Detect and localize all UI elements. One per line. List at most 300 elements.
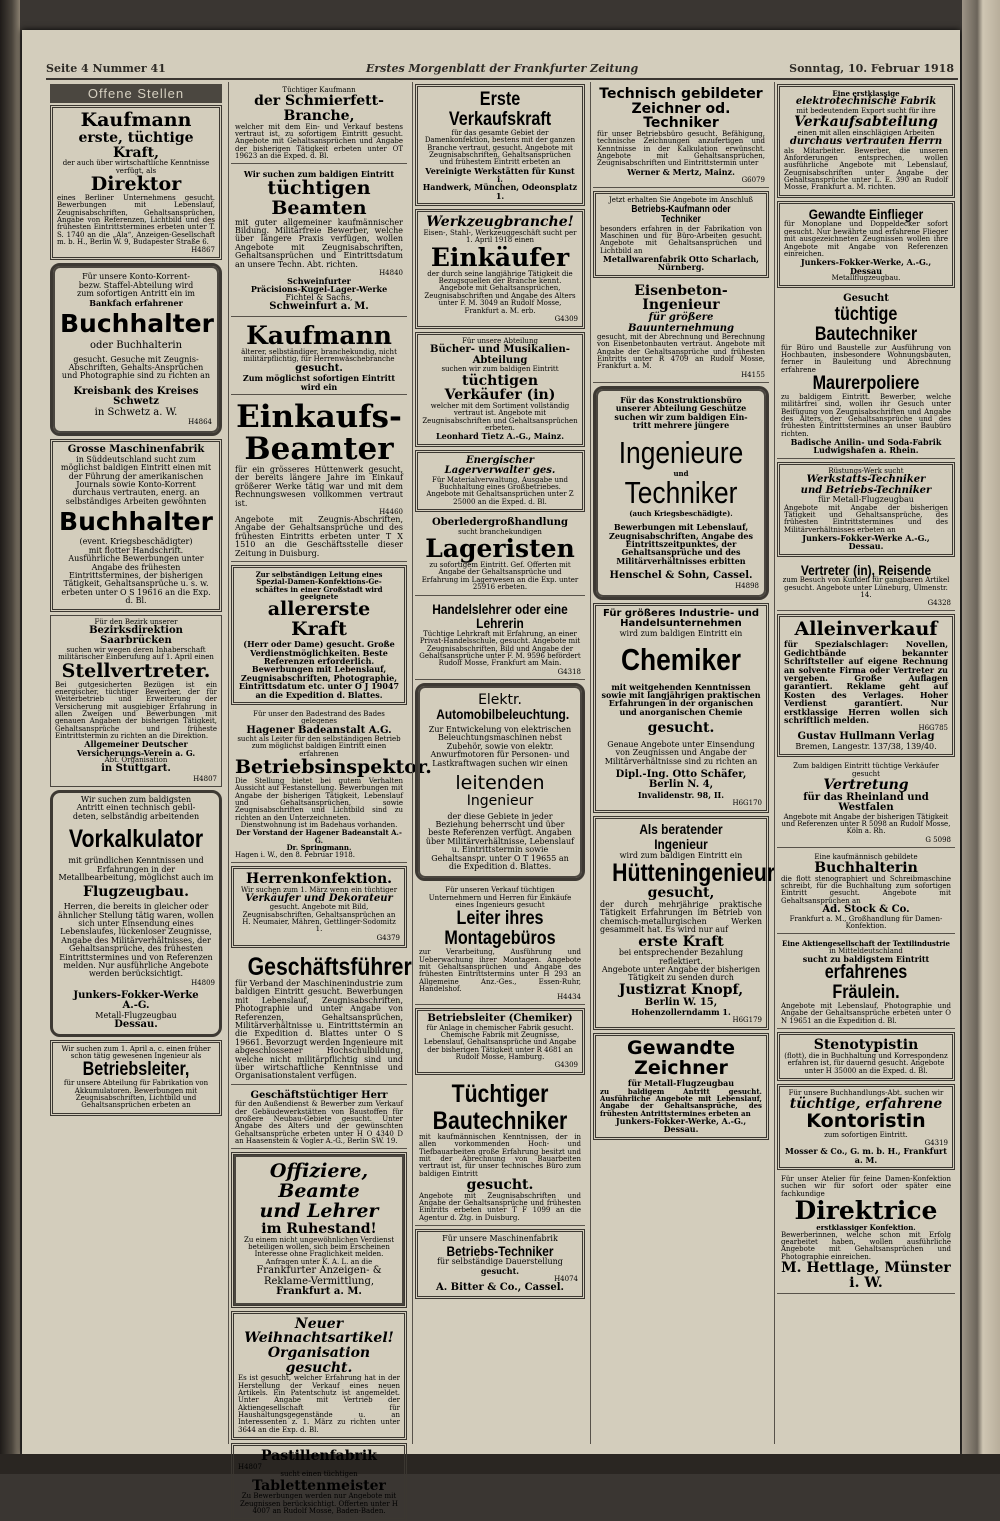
- page-date: Sonntag, 10. Februar 1918: [789, 62, 954, 75]
- ad-headline: Geschäftsführer: [247, 952, 412, 981]
- ad-text: Für unsere Abteilung: [462, 336, 538, 345]
- ad-headline: Vorkalkulator: [68, 825, 204, 854]
- ad-subhead: durchaus vertrauten Herrn: [789, 136, 943, 148]
- ad-headline: Kaufmann: [246, 320, 392, 350]
- ad-text: deten, selbständig arbeitenden: [72, 811, 200, 821]
- ad-body: bei entsprechender Bezahlung reflektiert.: [618, 948, 744, 966]
- ad-code: H4840: [379, 269, 403, 278]
- ad-firm: Vereinigte Werkstätten für Kunst i.: [425, 165, 575, 184]
- ad-subhead: (event. Kriegsbeschädigter): [79, 537, 193, 547]
- ad-firm: Justizrat Knopf,: [618, 981, 744, 998]
- ad-text: suchen wir zum baldigen Eintritt: [441, 365, 559, 374]
- ad-chemiker: [593, 603, 769, 814]
- scan-bottom-border: [0, 1454, 1000, 1474]
- ad-headline: Geschäftstüchtiger Herr: [250, 1089, 388, 1101]
- ad-buchhalterin: [777, 851, 955, 935]
- ad-tuechtigen-beamten: [231, 167, 407, 316]
- ad-code: G4319: [924, 1139, 948, 1148]
- ad-subhead: (auch Kriegsbeschädigte).: [629, 508, 733, 518]
- ad-firm: Dr. Springmann.: [286, 843, 352, 853]
- ad-offiziere-beamte-lehrer: [231, 1152, 407, 1307]
- ad-headline: tüchtige Bautechniker: [814, 303, 918, 345]
- ad-code: G 5098: [925, 835, 951, 844]
- ad-subhead: gesucht.: [466, 1177, 534, 1194]
- ad-firm: Werner & Mertz, Mainz.: [627, 166, 735, 177]
- ad-code: H4864: [188, 418, 212, 427]
- ad-code: G4309: [554, 1061, 578, 1070]
- ad-headline: Betriebs-Techniker: [446, 1242, 554, 1259]
- ad-body: Angebote mit Angabe der bisherigen Tätigkeit und Referenzen unter R 5098 an Rudolf Mosse, Köln a. Rh.: [781, 812, 951, 836]
- ad-headline: Pastillenfabrik: [261, 1448, 377, 1465]
- ad-city: Invalidenstr. 98, II.: [637, 789, 725, 800]
- ad-text: Wir suchen zum 1. März wenn ein tüchtiger: [240, 885, 398, 894]
- ad-headline: Einkaufs-: [236, 398, 402, 435]
- column-1: [48, 82, 224, 1444]
- ad-firm: Reklame-Vermittlung,: [263, 1275, 375, 1287]
- ad-kaufmann-direktor: [50, 105, 222, 260]
- ad-firm: Junkers-Fokker-Werke, A.-G., Dessau.: [615, 1116, 747, 1135]
- ad-firm: Gustav Hullmann Verlag: [797, 731, 935, 743]
- ad-headline: Betriebsinspektor.: [235, 756, 432, 779]
- ad-elektrotechnische-fabrik: [777, 84, 955, 198]
- ad-text: sucht einen tüchtigen: [280, 1470, 358, 1479]
- ad-text: Oberledergroßhandlung: [432, 517, 568, 529]
- ad-headline: Eisenbeton-Ingenieur: [634, 282, 728, 314]
- ad-text: Zur selbständigen Leitung eines: [255, 569, 383, 579]
- ad-headline: Buchhalter: [60, 308, 214, 338]
- ad-subhead: gesucht.: [480, 1265, 520, 1276]
- ad-text: unserer Abteilung Geschütze: [615, 403, 747, 414]
- ad-text: Für das Konstruktionsbüro: [620, 394, 742, 405]
- ad-body: der durch seine langjährige Tätigkeit die Bezugsquellen der Branche kennt. Angebote mit Gehaltsansprüchen, Zeugnisabschriften und Angabe des Alters unter F. M. 3049 an Rudolf Mosse, Frankfurt a. M. erb.: [424, 269, 576, 315]
- ad-headline: Bautechniker: [432, 1106, 568, 1135]
- ad-subhead: erstklassiger Konfektion.: [816, 1223, 916, 1233]
- ad-body: Angebote mit Zeugnisabschriften und Angabe der Gehaltsansprüche und frühesten Eintritts erbeten unter T F 1099 an die Agentur d. Ztg. in Duisburg.: [419, 1191, 581, 1222]
- ad-body: zur Verarbeitung, Ausführung und Ueberwachung ihrer Montagen. Angebote mit Gehaltsansprüchen und Angabe des frühesten Eintrittstermins unter H 293 an Allgemeine Anz.-Ges., Essen-Ruhr, Handelshof.: [419, 948, 581, 993]
- ad-text: der auch über wirtschaftliche Kenntnisse verfügt, als: [62, 159, 210, 175]
- column-4: [590, 82, 776, 1444]
- ad-headline: Elektr.: [478, 691, 522, 708]
- ad-subhead: Gesucht: [843, 293, 889, 305]
- ad-body: besonders erfahren in der Fabrikation von Maschinen und für Büro-Arbeiten gesucht. Angebote mit Gehaltsansprüchen und Lichtbild an: [600, 224, 762, 255]
- newspaper-title: Erstes Morgenblatt der Frankfurter Zeitung: [366, 62, 639, 75]
- ad-betriebs-kaufmann: [593, 191, 769, 278]
- ad-gewandte-einflieger: [777, 201, 955, 289]
- ad-body: für unser Betriebsbüro gesucht. Befähigung, technische Zeichnungen anzufertigen und Kenntnisse in der Kalkulation erwünscht. Angebote mit Gehaltsansprüchen, Zeugnisabschriften und Eintrittstermin unter: [597, 130, 765, 168]
- ad-betriebsinspektor: [231, 708, 432, 863]
- ad-betriebsleiter-chemiker: [415, 1008, 585, 1075]
- ad-body: Zu Bewerbungen werden nur Angebote mit Zeugnissen berücksichtigt. Offerten unter H 4007 an Rudolf Mosse, Baden-Baden.: [239, 1492, 399, 1515]
- ad-code: H4434: [557, 993, 581, 1002]
- ad-headline: erfahrenes Fräulein.: [824, 962, 908, 1004]
- ad-subhead: gesucht,: [647, 885, 715, 902]
- ad-erste-verkaufskraft: [415, 84, 585, 206]
- ad-body: Für unser Atelier für feine Damen-Konfektion suchen wir für sofort oder später eine fachkundige: [781, 1174, 951, 1198]
- ad-text: Für unsere Buchhandlungs-Abt. suchen wir: [788, 1088, 944, 1097]
- ad-werkzeugbranche: [415, 209, 585, 329]
- ad-huetteningenieur: [593, 816, 776, 1030]
- ad-firm: Ad. Stock & Co.: [822, 904, 910, 915]
- ad-text: suchen wir wegen deren Inhaberschaft militärischer Einberufung auf 1. April einen: [58, 645, 214, 662]
- ad-text: Zum möglichst sofortigen Eintritt wird ein: [242, 373, 396, 392]
- ad-code: H4807: [238, 1462, 262, 1471]
- ad-text: Spezial-Damen-Konfektions-Ge-: [256, 577, 382, 587]
- ad-text: Anfragen unter K. A. L. an die: [265, 1257, 373, 1266]
- ad-headline: Neuer Weihnachtsartikel!: [244, 1315, 394, 1347]
- ad-body: als Mitarbeiter. Bewerber, die unseren Anforderungen entsprechen, wollen ausführliche Angebote mit Lebenslauf, Zeugnisabschriften unter Angabe der Gehaltsansprüche unter L. E. 390 an Rudolf Mosse, Frankfurt a. M. richten.: [784, 146, 948, 192]
- ad-body: Verdienstmöglichkeiten. Beste Referenzen erforderlich. Bewerbungen mit Lebenslauf, Zeugnisabschriften, Photographie, Eintrittsdatum etc. unter O J 19047 an die Expedition d. Blattes.: [238, 647, 400, 700]
- ad-body: gesucht, mit der Abrechnung und Berechnung von Eisenbetonbauten vertraut. Angebote mit Angabe der Gehaltsansprüche und frühesten Eintritts unter R 4709 an Rudolf Mosse, Frankfurt a. M.: [597, 333, 765, 371]
- ad-headline: Gewandte Einflieger: [808, 205, 924, 222]
- ad-body: welcher mit dem Ein- und Verkauf bestens vertraut ist, zu sofortigem Eintritt gesucht. Angebote mit Gehaltsansprüchen und Angabe der bisherigen Tätigkeit erbeten unter OT 19623 an die Exped. d. Bl.: [235, 122, 403, 161]
- ad-city: Dessau.: [114, 1019, 158, 1031]
- ad-headline: Erste Verkaufskraft: [448, 89, 552, 130]
- ad-headline: Verkaufsabteilung: [794, 114, 938, 131]
- ad-code: H4898: [735, 581, 759, 590]
- ad-subhead: erste, tüchtige Kraft,: [78, 129, 194, 161]
- ad-text: Tüchtiger Kaufmann: [282, 86, 356, 94]
- ad-text: Eine kaufmännisch gebildete: [814, 852, 918, 861]
- ad-code: H4074: [554, 1274, 578, 1283]
- ad-body: Zur Entwickelung von elektrischen Beleuchtungsmaschinen nebst Zubehör, sowie von elektr. Anwurfmotoren für Personen- und Lastkraftwagen suchen wir einen: [428, 724, 572, 768]
- ad-code: H4155: [741, 370, 765, 379]
- ad-firm: Fichtel & Sachs,: [285, 292, 353, 302]
- ad-code: H6G170: [732, 799, 762, 808]
- ad-headline: Handelslehrer oder eine Lehrerin: [432, 600, 568, 632]
- ad-subhead: leitenden: [455, 771, 545, 794]
- ad-body: Angebote mit Angabe der bisherigen Tätigkeit und Gehaltsansprüche, des frühesten Eintrittstermines und des Militärverhältnisses erbeten an: [784, 503, 948, 534]
- ad-body: in Süddeutschland sucht zum möglichst baldigen Eintritt einen mit der Führung der amerikanischen Journals sowie Konto-Korrent durchaus vertrauten, energ. an selbständiges Arbeiten gewöhnten: [60, 454, 212, 506]
- ad-subhead: Einkäufer: [430, 242, 570, 272]
- ad-headline: Werkstatts-Techniker: [806, 474, 926, 486]
- ad-automobilbeleuchtung: [415, 683, 585, 882]
- ad-body: der diese Gebiete in jeder Beziehung beherrscht und über beste Referenzen verfügt. Angaben über Militärverhältnisse, Lebenslauf u. Eintrittstermin sowie Gehaltsanspr. unter O T 19655 an die Expedition d. Blattes.: [425, 811, 575, 871]
- ad-firm: Metall-Flugzeugbau: [95, 1010, 177, 1020]
- ad-text: wird zum baldigen Eintritt ein: [619, 628, 743, 638]
- ad-text: für selbständige Dauerstellung: [437, 1257, 563, 1267]
- ad-headline: Direktor: [90, 173, 182, 195]
- ad-subhead: tüchtige, erfahrene: [789, 1096, 943, 1113]
- ad-firm: Henschel & Sohn, Cassel.: [609, 570, 753, 582]
- ad-alleinverkauf: [777, 614, 955, 757]
- masthead-rule: [46, 78, 958, 80]
- ad-text: Wir suchen zum baldigsten: [80, 794, 192, 804]
- ad-subhead: im Ruhestand!: [261, 1221, 377, 1238]
- ad-text: Für unsere Maschinenfabrik: [442, 1234, 558, 1244]
- ad-headline: Maurerpoliere: [812, 373, 920, 395]
- ad-firm: Hagener Badeanstalt A.G.: [246, 724, 392, 736]
- ad-text: Für den Bezirk unserer: [94, 617, 178, 626]
- ad-subhead: (Herr oder Dame) gesucht. Große: [243, 639, 395, 650]
- ad-headline: Leiter ihres Montagebüros: [444, 908, 556, 950]
- ad-kaufmann-herrenwaesche: [231, 320, 407, 395]
- ad-headline: Buchhalter: [59, 507, 213, 537]
- ad-code: H6G785: [918, 724, 948, 733]
- ad-versicherungsverein: [50, 615, 222, 787]
- ad-text: Handelsunternehmen: [620, 618, 742, 630]
- ad-body: welcher mit dem Sortiment vollständig vertraut ist. Angebote mit Zeugnisabschriften und Gehaltsansprüchen erbeten.: [422, 401, 578, 432]
- ad-headline: Ingenieure: [618, 435, 744, 471]
- ad-body: Bewerberinnen, welche schon mit Erfolg gearbeitet haben, wollen ausführliche Angebote mit Gehaltsansprüchen und Photographie einreichen.: [781, 1230, 951, 1261]
- ad-body: zu sofortigem Eintritt. Gef. Offerten mit Angabe der Gehaltsansprüche und Erfahrung im Lagerwesen an die Exp. unter 25916 erbeten.: [421, 561, 579, 592]
- ad-text: Eisen-, Stahl-, Werkzeuggeschäft sucht per 1. April 1918 einen: [423, 228, 577, 245]
- ad-headline: Direktrice: [794, 1196, 938, 1226]
- ad-body: Bei gutgesicherten Bezügen ist ein energischer, tüchtiger Bewerber, der für Weiterbetrieb und Erweiterung der Versicherung mit ausgiebiger Erfahrung in allen Zweigen und Bewerbungen mit genauen Angaben der bisherigen Tätigkeit, Gehaltsansprüche und früheste Eintrittstermin zu richten an die Direktion.: [55, 680, 217, 740]
- ad-code: G4309: [554, 314, 578, 323]
- ad-subhead: gesucht.: [647, 720, 715, 737]
- ad-body: Für Materialverwaltung, Ausgabe und Buchhaltung eines Großbetriebes. Angebote mit Gehaltsansprüchen unter Z 25000 an die Exped. d. Bl.: [426, 475, 574, 506]
- ad-body: zu baldigem Eintritt. Bewerber, welche militärfrei sind, wollen ihr Gesuch unter Beifügung von Zeugnisabschriften und Angabe des Alters, der Gehaltsansprüche und des frühesten Eintrittstermines an unser Baubüro richten.: [781, 393, 951, 438]
- ad-text: Jetzt erhalten Sie Angebote im Anschluß: [608, 196, 754, 205]
- column-5: [774, 82, 957, 1444]
- ad-firm: Badische Anilin- und Soda-Fabrik: [790, 437, 942, 448]
- ad-text: schäftes in einer Großstadt wird: [255, 584, 383, 594]
- ad-headline: Kontoristin: [806, 1109, 926, 1132]
- ad-lagerverwalter: [415, 450, 585, 512]
- ad-headline: Energischer Lagerverwalter ges.: [444, 454, 556, 477]
- ad-body: Zu einem nicht ungewöhnlichen Verdienst beteiligen wollen, sich beim Erscheinen Interesse ohne Fraglichkeit melden.: [243, 1235, 395, 1259]
- ad-headline: Hütteningenieur: [612, 859, 776, 888]
- ad-headline: Werkzeugbranche!: [426, 214, 574, 231]
- ad-code: H4867: [191, 246, 215, 255]
- ad-body: zu baldigem Antritt gesucht. Ausführliche Angebote mit Lebenslauf, Angabe der Gehaltsansprüche, des frühesten Antrittstermines erbeten an: [600, 1086, 762, 1118]
- ad-geschaeftstuechtiger-herr: [231, 1088, 407, 1150]
- ad-firm: Der Vorstand der Hagener Badeanstalt A.-G.: [236, 828, 402, 845]
- ad-betriebs-techniker-cassel: [415, 1229, 585, 1299]
- ad-body: gesucht. Angebote mit Bild, Zeugnisabschriften, Gehaltsansprüchen an: [242, 903, 396, 919]
- ad-code: H4809: [191, 978, 215, 987]
- ad-firm: Kreisbank des Kreises Schwetz: [73, 385, 199, 408]
- ad-gewandte-zeichner: [593, 1033, 769, 1139]
- ad-city: Frankfurt a. M.: [276, 1286, 362, 1298]
- ad-text: zum sofortigen Eintritt.: [824, 1130, 908, 1139]
- ad-firm: Metallwarenfabrik Otto Scharlach,: [603, 253, 759, 264]
- ad-subhead: Verkäufer und Dekorateur: [245, 892, 393, 904]
- ad-headline: Offiziere, Beamte: [269, 1160, 369, 1203]
- ad-body: mit guter allgemeiner kaufmännischer Bildung. Militärfreie Bewerber, welche über längere Praxis verfügen, wollen Angebote mit Zeugnisabschriften, Gehaltsansprüchen und Eintrittsdatum an unsere Techn. Abt. richten.: [235, 217, 403, 269]
- ad-subhead: tüchtigen Verkäufer (in): [444, 372, 556, 404]
- ad-vertreter-reisende: [777, 560, 955, 612]
- ad-firm: Präcisions-Kugel-Lager-Werke: [250, 284, 388, 295]
- ad-direktrice: [777, 1173, 955, 1294]
- ad-code: G4379: [376, 933, 400, 942]
- ad-buecher-musikalien: [415, 332, 585, 447]
- ad-firm: Schweinfurter: [287, 276, 351, 287]
- ad-headline: Kaufmann: [80, 109, 192, 131]
- ad-body: mit kaufmännischen Kenntnissen, der in allen vorkommenden Hoch- und Tiefbauarbeiten große Erfahrung besitzt und mit der Abrechnung von Bauarbeiten vertraut ist, für unser technisches Büro zum baldigen Eintritt: [419, 1132, 581, 1178]
- ad-firm: Frankfurt a. M., Großhandlung für Damen-Konfektion.: [789, 914, 943, 930]
- ad-betriebsleiter: [50, 1040, 222, 1116]
- ad-headline: Als beratender Ingenieur: [639, 821, 723, 852]
- ad-buchhalter-schwetz: [50, 263, 222, 436]
- ad-subhead: Ingenieur: [466, 792, 534, 809]
- ad-body: (flott), die in Buchhaltung und Korrespondenz erfahren ist, für dauernd gesucht. Angebote unter H 35000 an die Exped. d. Bl.: [784, 1051, 948, 1075]
- ad-text: elektrotechnische Fabrik: [795, 96, 937, 108]
- ad-body: Bewerbungen mit Lebenslauf, Zeugnisabschriften, Angabe des Eintrittszeitpunktes, der Gehaltsansprüche und des Militärverhältnisses erbitten: [609, 522, 753, 566]
- ad-body: der durch mehrjährige praktische Tätigkeit Erfahrungen im Betrieb von chemisch-metallurgischen Werken gesammelt hat. Es wird nur auf: [600, 900, 762, 935]
- ad-city: Nürnberg.: [657, 262, 705, 273]
- ad-body: Angebote mit Lebenslauf, Photographie und Angabe der Gehaltsansprüche erbeten unter O N 19651 an die Expedition d. Bl.: [781, 1002, 951, 1025]
- binding-shadow-left: [0, 0, 20, 1474]
- ad-lageristen: [415, 515, 585, 595]
- column-2: [228, 82, 432, 1515]
- column-3: [412, 82, 587, 1444]
- section-heading: Offene Stellen: [50, 84, 222, 103]
- ad-firm: H. Neumaier, Mähren, Gettlinger-Sodomitz 1.: [242, 918, 396, 934]
- ad-text: in Mitteldeutschland: [829, 946, 903, 955]
- ad-subhead: erste Kraft: [638, 933, 724, 950]
- ad-montagebueros: [415, 884, 585, 1005]
- ad-body: für Spezialschlager: Novellen, Gedichtbände bekannter Schriftsteller auf eigene Rechnung an solvente Firma oder Vertreter zu vergeben. Große Auflagen garantiert. Reklame geht auf Kosten des Verlages. Hoher Verdienst garantiert. Nur erstklassige Herren wollen sich schriftlich melden.: [784, 639, 948, 725]
- ad-firm: A. Bitter & Co., Cassel.: [435, 1281, 565, 1293]
- ad-headline: Bücher- und Musikalien-Abteilung: [430, 344, 570, 366]
- ad-firm: Abt. Organisation: [104, 756, 168, 765]
- ad-text: Grosse Maschinenfabrik: [67, 444, 205, 456]
- ad-firm: M. Hettlage, Münster i. W.: [781, 1259, 951, 1291]
- ad-firm: Allgemeiner Deutscher: [84, 739, 188, 750]
- ad-text: Wir suchen zum 1. April a. c. einen früher: [61, 1044, 211, 1053]
- ad-body: Herren, die bereits in gleicher oder ähnlicher Stellung tätig waren, wollen sich unter Einsendung eines Lebenslaufes, lückenloser Zeugnisse, Angabe des Militärverhältnisses, der Gehaltsansprüche, des frühesten Eintrittstermines und von Referenzen melden. Nur ausführliche Angebote werden berücksichtigt.: [58, 902, 214, 979]
- ad-headline: Buchhalterin: [814, 859, 918, 876]
- ad-text: Antritt einen technisch gebil-: [76, 803, 196, 813]
- ad-henschel-ingenieure: [593, 386, 769, 600]
- ad-body: eines Berliner Unternehmens gesucht. Bewerbungen mit Lebenslauf, Zeugnisabschriften, Gehaltsansprüchen, Angabe von Referenzen, Lichtbild und des frühesten Eintrittstermines erbeten unter T. S. 1740 an die „Ala“, Anzeigen-Gesellschaft m. b. H., Berlin W. 9, Budapester Straße 6.: [57, 193, 215, 246]
- ad-headline: tüchtigen Beamten: [267, 176, 371, 219]
- ad-headline: Vertreter (in), Reisende: [800, 561, 932, 578]
- ad-text: Eine erstklassige: [832, 89, 900, 98]
- ad-headline: Lageristen: [425, 533, 575, 563]
- ad-body: die flott stenographiert und Schreibmaschine schreibt, für die Buchhaltung zum sofortigen Eintritt gesucht. Angebote mit Gehaltsansprüchen an: [781, 874, 951, 905]
- ad-code: H4807: [193, 774, 217, 783]
- ad-headline: Betriebsleiter (Chemiker): [427, 1013, 573, 1025]
- ad-firm: Metallflugzeugbau.: [831, 273, 901, 282]
- ad-text: bezw. Staffel-Abteilung wird: [78, 280, 194, 290]
- ad-city: Berlin N. 4,: [648, 779, 714, 791]
- ad-headline: der Schmierfett-Branche,: [254, 93, 384, 125]
- ad-code: G4318: [557, 667, 581, 676]
- ad-headline: Stenotypistin: [813, 1037, 919, 1054]
- ad-vertretung-rheinland: [777, 760, 955, 847]
- ad-headline: Beamter: [244, 431, 394, 468]
- ad-text: sucht zu baldigstem Eintritt: [802, 953, 930, 964]
- ad-body: Angebote unter Angabe der bisherigen Tätigkeit zu senden durch: [601, 965, 761, 983]
- ad-text: Für unser den Badestrand des Bades gelegenes: [253, 709, 385, 726]
- ad-city: Hohenzollerndamm 1.: [631, 1007, 731, 1018]
- adjacent-page-edge: [962, 0, 1000, 1474]
- ad-firm: Mosser & Co., G. m. b. H., Frankfurt a. M.: [785, 1146, 947, 1165]
- ad-maschinenfabrik-buchhalter: [50, 439, 222, 611]
- ad-text: Für unseren Verkauf tüchtigen Unternehmern und Herren für Einkäufe eines Ingenieurs gesucht: [428, 886, 572, 909]
- ad-subhead: Flugzeugbau.: [83, 884, 189, 901]
- ad-subhead: für Metall-Flugzeugbau: [627, 1078, 735, 1089]
- ad-headline: allererste Kraft: [267, 598, 371, 641]
- ad-headline: Stellvertreter.: [61, 659, 211, 682]
- ad-body: für Büro und Baustelle zur Ausführung von Hochbauten, insbesondere Wohnungsbauten, ferner in Bauleitung und Abrechnung erfahrene: [781, 343, 951, 374]
- ad-geschaeftsfuehrer: [231, 951, 412, 1085]
- ad-eisenbeton-ingenieur: [593, 281, 769, 383]
- ad-einkaufs-beamter: [231, 398, 407, 562]
- ad-city: in Stuttgart.: [101, 763, 171, 775]
- ad-body: Ausführliche Bewerbungen unter Angabe des frühesten Eintrittstermines, der bisherigen Tätigkeit, Gehaltsansprüche u. s. w. erbeten unter O S 19616 an die Exp. d. Bl.: [61, 554, 211, 606]
- ad-body: mit weitgehenden Kenntnissen sowie mit langjährigen praktischen Erfahrungen in der organischen und anorganischen Chemie: [601, 681, 761, 717]
- ad-headline: Betriebs-Kaufmann oder Techniker: [631, 203, 731, 226]
- ad-werkstatts-techniker: [777, 462, 955, 557]
- ad-text: Eine Aktiengesellschaft der Textilindustrie: [781, 939, 951, 949]
- ad-headline: Herrenkonfektion.: [246, 870, 392, 887]
- ad-text: Dienstwohnung ist im Badehaus vorhanden.: [240, 821, 398, 830]
- ad-headline: Gewandte Zeichner: [627, 1037, 735, 1080]
- ad-city: Berlin W. 15,: [644, 996, 718, 1008]
- ad-herrenkonfektion: [231, 866, 407, 948]
- ad-body: für den Außendienst & Bewerber zum Verkauf der Gebäudewerkstätten von Baustoffen für großere Neubau-Gebiete gesucht. Unter Angabe des Alters und der gewünschten Gehaltsansprüche erbeten unter H O 4340 D an Haasenstein & Vogler A.-G., Berlin SW. 19.: [235, 1100, 403, 1145]
- ad-body: zum Besuch von Kunden für gangbaren Artikel gesucht. Angebote unter Lüneburg, Ulmenstr. 14.: [782, 576, 950, 600]
- ad-headline: Technisch gebildeter: [599, 86, 763, 102]
- ad-body: einen mit allen einschlägigen Arbeiten: [797, 128, 935, 137]
- ad-erfahrenes-fraeulein: [777, 937, 955, 1029]
- ad-headline: und Betriebs-Techniker: [800, 484, 932, 496]
- ad-body: für ein grösseres Hüttenwerk gesucht, der bereits längere Jahre im Einkauf größerer Werke tätig war und mit dem Rechnungswesen vollkommen vertraut ist.: [235, 465, 403, 508]
- ad-body: Tüchtige Lehrkraft mit Erfahrung, an einer Privat-Handelsschule, gesucht. Angebote mit Zeugnisabschriften, Bild und Angabe der Gehaltsansprüche unter F. M. 9596 befördert Rudolf Mosse, Frankfurt am Main.: [419, 629, 581, 668]
- ad-body: Es ist gesucht, welcher Erfahrung hat in der Herstellung der Verkauf eines neuen Artikels. Ein Patentschutz ist angemeldet. Unter Angabe mit Vertrieb der Aktiengesellschaft für Haushaltungsgegenstände u. an Interessenten z. 1. März zu richten unter 3644 an die Exp. d. Bl.: [238, 1374, 400, 1434]
- page-masthead: [46, 58, 958, 78]
- ad-subhead: oder Buchhalterin: [89, 340, 183, 352]
- ad-headline: Vertretung: [823, 776, 909, 793]
- ad-subhead: Bezirksdirektion Saarbrücken: [89, 624, 183, 647]
- ad-text: tritt mehrere jüngere: [632, 419, 730, 430]
- ad-city: Hagen i. W., den 8. Februar 1918.: [235, 850, 355, 859]
- ad-firm: Versicherungs-Verein a. G.: [76, 747, 196, 758]
- page-number: Seite 4 Nummer 41: [46, 62, 166, 75]
- ad-body: für Anlage in chemischer Fabrik gesucht. Chemische Fabrik mit Zeugnisse, Lebenslauf, Gehaltsansprüche und Angabe der bisherigen Tätigkeit unter R 4681 an Rudolf Mosse, Hamburg.: [423, 1023, 577, 1062]
- ad-pastillenfabrik: [231, 1443, 407, 1521]
- ad-bautechniker-basf: [777, 291, 955, 459]
- ad-subhead: gesucht.: [295, 362, 343, 374]
- ad-text: mit bedeutendem Export sucht für ihre: [796, 106, 936, 115]
- ad-body: Die Stellung bietet bei gutem Verhalten Aussicht auf Festanstellung. Bewerbungen mit Angabe der bisherigen Tätigkeit, Lebenslauf und Gehaltsansprüchen, sowie Zeugnisabschriften und Lichtbild sind zu richten an den Unterzeichneten.: [235, 777, 403, 822]
- ad-firm: Frankfurter Anzeigen- &: [256, 1265, 382, 1277]
- ad-headline: Automobilbeleuchtung.: [436, 706, 570, 723]
- ad-city: Schweinfurt a. M.: [269, 301, 369, 313]
- ad-text: schon tätig gewesenen Ingenieur als: [70, 1051, 202, 1060]
- ad-subhead: für das Rheinland und Westfalen: [803, 791, 929, 814]
- ad-code: H6G179: [732, 1016, 762, 1025]
- ad-firm: Junkers-Fokker-Werke, A.-G., Dessau: [800, 257, 932, 276]
- ad-text: Bankfach erfahrener: [89, 297, 183, 308]
- ad-handelslehrer: [415, 599, 585, 680]
- ad-code: G6079: [741, 176, 765, 185]
- ad-body: für Verband der Maschinenindustrie zum baldigen Eintritt gesucht. Bewerbungen mit Lebenslauf, Zeugnisabschriften, Photographie und unter Angabe von Referenzen, Gehaltsansprüchen, Militärverhältnisse u. Eintrittstermin an die Expedition d. Blattes unter O S 19661. Bevorzugt werden Ingenieure mit abgeschlossener Hochschulbildung, welche nicht militärpflichtig sind und über wirtschaftliche Kenntnisse und Organisationstalent verfügen.: [235, 979, 403, 1081]
- ad-text: mit flotter Handschrift.: [88, 545, 184, 555]
- ad-firm: Leonhard Tietz A.-G., Mainz.: [435, 431, 564, 442]
- ad-text: Wir suchen zum baldigen Eintritt: [243, 169, 395, 180]
- ad-tuechtiger-bautechniker: [415, 1078, 585, 1226]
- ad-text: und: [673, 468, 689, 478]
- ad-body: Genaue Angebote unter Einsendung von Zeugnissen und Angabe der Militärverhältnisse sind zu richten an: [604, 739, 758, 766]
- ad-headline: Alleinverkauf: [794, 618, 938, 641]
- ad-body: für unsere Abteilung für Fabrikation von Akkumulatoren. Bewerbungen mit Zeugnisabschriften, Lichtbild und Gehaltsansprüchen erbeten an: [63, 1079, 209, 1110]
- ad-firm: A.-G.: [122, 1000, 150, 1012]
- ad-text: suchen wir zum baldigen Ein-: [614, 411, 748, 422]
- ad-technischer-zeichner: [593, 84, 769, 188]
- ad-body: Angebote mit Zeugnis-Abschriften, Angabe der Gehaltsansprüche und des frühesten Eintritts erbeten unter T X 1510 an die Geschäftsstelle dieser Zeitung in Duisburg.: [235, 514, 403, 558]
- ad-headline: Tüchtiger: [451, 1080, 549, 1109]
- ad-city: Ludwigshafen a. Rhein.: [813, 445, 919, 456]
- ad-weihnachtsartikel: [231, 1311, 407, 1441]
- ad-vorkalkulator: [50, 790, 222, 1037]
- ad-body: für Monoplane und Doppeldecker sofort gesucht. Nur bewährte und erfahrene Flieger mit ausgezeichneten Zeugnissen wollen ihre Angebote mit Angabe von Referenzen einreichen.: [784, 220, 948, 258]
- ad-headline: Betriebsleiter,: [82, 1059, 190, 1081]
- ad-code: H4460: [379, 507, 403, 516]
